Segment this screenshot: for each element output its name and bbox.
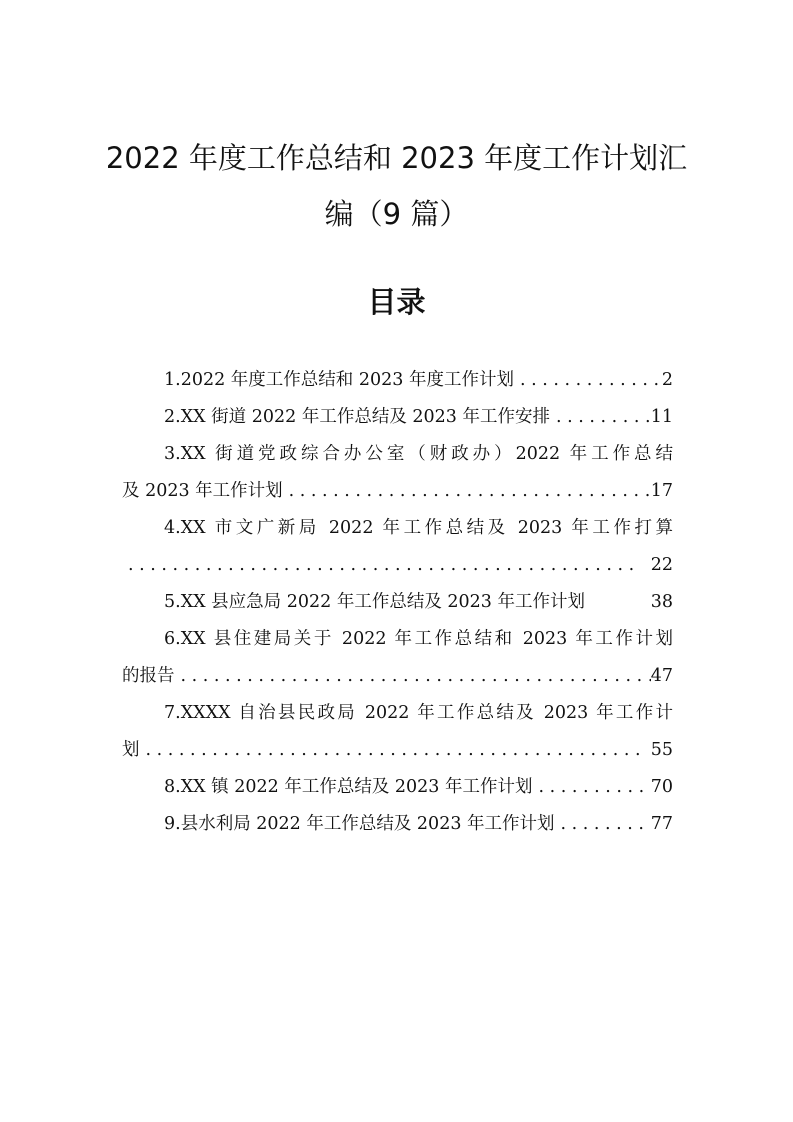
- toc-leader-dots: [283, 477, 651, 505]
- toc-entry-title: 7.XXXX 自治县民政局 2022 年工作总结及 2023 年工作计: [164, 703, 673, 723]
- toc-entry-title-continued: 及 2023 年工作计划: [122, 481, 283, 501]
- toc-entry-4-continuation[interactable]: [122, 551, 673, 579]
- toc-entry-title-continued: 划: [122, 740, 140, 760]
- toc-page-number: 22: [650, 555, 673, 575]
- toc-entry-9[interactable]: [122, 810, 673, 838]
- toc-entry-title: 5.XX 县应急局 2022 年工作总结及 2023 年工作计划: [164, 592, 585, 612]
- toc-entry-8[interactable]: [122, 773, 673, 801]
- toc-entry-3-continuation[interactable]: [122, 477, 673, 505]
- toc-entry-title: 3.XX 街道党政综合办公室（财政办）2022 年工作总结: [164, 444, 673, 464]
- toc-page-number: 47: [650, 666, 673, 686]
- toc-entry-6-continuation[interactable]: [122, 662, 673, 690]
- document-title-line-1: 2022 年度工作总结和 2023 年度工作计划汇: [105, 141, 688, 175]
- toc-entry-7[interactable]: [122, 699, 673, 727]
- toc-leader-dots: [514, 366, 662, 394]
- toc-entry-title: 9.县水利局 2022 年工作总结及 2023 年工作计划: [164, 814, 555, 834]
- toc-entry-title: 2.XX 街道 2022 年工作总结及 2023 年工作安排: [164, 407, 550, 427]
- toc-entry-5[interactable]: [122, 588, 673, 616]
- toc-leader-dots: [122, 551, 641, 579]
- toc-page-number: 2: [661, 370, 673, 390]
- toc-entry-1[interactable]: [122, 366, 673, 394]
- toc-entry-4[interactable]: [122, 514, 673, 542]
- toc-leader-dots: [555, 810, 651, 838]
- toc-entry-6[interactable]: [122, 625, 673, 653]
- toc-entry-3[interactable]: [122, 440, 673, 468]
- toc-entry-title: 8.XX 镇 2022 年工作总结及 2023 年工作计划: [164, 777, 533, 797]
- toc-page-number: 77: [650, 814, 673, 834]
- document-title-line-2: 编（9 篇）: [324, 197, 469, 231]
- toc-entry-title: 6.XX 县住建局关于 2022 年工作总结和 2023 年工作计划: [164, 629, 673, 649]
- toc-entry-2[interactable]: [122, 403, 673, 431]
- table-of-contents: [122, 366, 673, 847]
- toc-page-number: 11: [650, 407, 673, 427]
- toc-entry-7-continuation[interactable]: [122, 736, 673, 764]
- toc-leader-dots: [140, 736, 641, 764]
- toc-page-number: 17: [650, 481, 673, 501]
- toc-heading: 目录: [367, 285, 426, 319]
- toc-page-number: 55: [650, 740, 673, 760]
- toc-entry-title: 4.XX 市文广新局 2022 年工作总结及 2023 年工作打算: [164, 518, 673, 538]
- toc-entry-title-continued: 的报告: [122, 666, 175, 686]
- toc-page-number: 70: [650, 777, 673, 797]
- toc-page-number: 38: [650, 592, 673, 612]
- toc-leader-dots: [175, 662, 651, 690]
- toc-leader-dots: [533, 773, 651, 801]
- toc-leader-dots: [550, 403, 651, 431]
- toc-entry-title: 1.2022 年度工作总结和 2023 年度工作计划: [164, 370, 514, 390]
